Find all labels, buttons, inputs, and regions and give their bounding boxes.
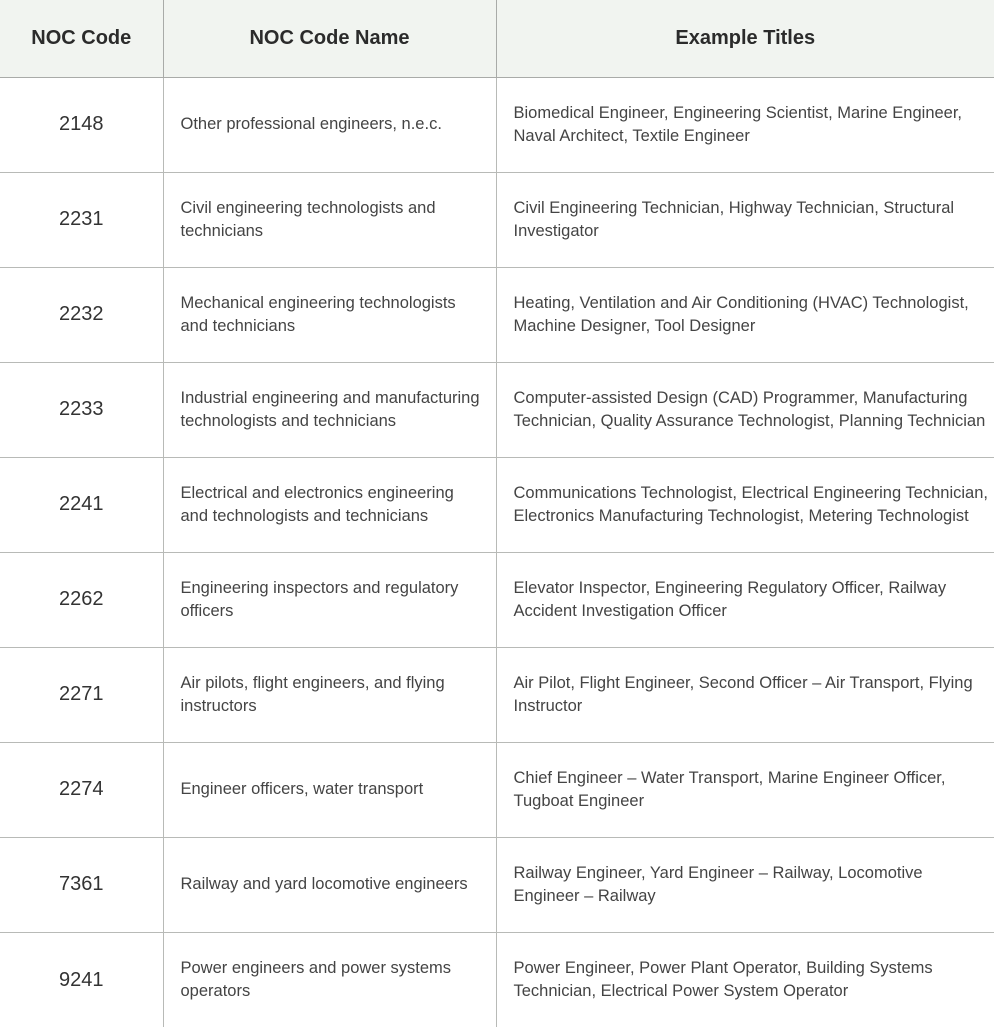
noc-name-cell: Power engineers and power systems operators — [163, 932, 496, 1027]
example-titles-cell: Elevator Inspector, Engineering Regulatory Officer, Railway Accident Investigation Officer — [496, 552, 994, 647]
column-header-example-titles: Example Titles — [496, 0, 994, 77]
table-header — [0, 0, 994, 77]
table-row — [0, 742, 994, 837]
noc-name-cell: Other professional engineers, n.e.c. — [163, 77, 496, 172]
noc-code-cell: 2271 — [0, 647, 163, 742]
example-titles-cell: Civil Engineering Technician, Highway Technician, Structural Investigator — [496, 172, 994, 267]
header-row — [0, 0, 994, 77]
table-body — [0, 77, 994, 1027]
noc-name-cell: Engineering inspectors and regulatory officers — [163, 552, 496, 647]
table-row — [0, 457, 994, 552]
noc-name-cell: Electrical and electronics engineering and technologists and technicians — [163, 457, 496, 552]
noc-code-cell: 9241 — [0, 932, 163, 1027]
column-header-noc-code-name: NOC Code Name — [163, 0, 496, 77]
table-row — [0, 172, 994, 267]
noc-name-cell: Industrial engineering and manufacturing technologists and technicians — [163, 362, 496, 457]
noc-name-cell: Civil engineering technologists and technicians — [163, 172, 496, 267]
noc-code-cell: 7361 — [0, 837, 163, 932]
noc-code-cell: 2231 — [0, 172, 163, 267]
noc-code-cell: 2148 — [0, 77, 163, 172]
table-row — [0, 552, 994, 647]
noc-code-cell: 2274 — [0, 742, 163, 837]
example-titles-cell: Air Pilot, Flight Engineer, Second Officer – Air Transport, Flying Instructor — [496, 647, 994, 742]
noc-name-cell: Railway and yard locomotive engineers — [163, 837, 496, 932]
table-row — [0, 647, 994, 742]
example-titles-cell: Power Engineer, Power Plant Operator, Building Systems Technician, Electrical Power System Operator — [513, 959, 933, 1000]
noc-name-cell: Engineer officers, water transport — [163, 742, 496, 837]
noc-code-cell: 2232 — [0, 267, 163, 362]
table-row — [0, 837, 994, 932]
table-row — [0, 267, 994, 362]
noc-name-cell: Air pilots, flight engineers, and flying instructors — [163, 647, 496, 742]
example-titles-cell: Computer-assisted Design (CAD) Programmer, Manufacturing Technician, Quality Assurance Technologist, Planning Technician — [496, 362, 994, 457]
table-row — [0, 77, 994, 172]
example-titles-cell: Biomedical Engineer, Engineering Scientist, Marine Engineer, Naval Architect, Textile Engineer — [496, 77, 994, 172]
table-row — [0, 932, 994, 1027]
noc-code-cell: 2233 — [0, 362, 163, 457]
noc-code-cell: 2241 — [0, 457, 163, 552]
example-titles-cell: Railway Engineer, Yard Engineer – Railway, Locomotive Engineer – Railway — [496, 837, 994, 932]
noc-code-cell: 2262 — [0, 552, 163, 647]
column-header-noc-code: NOC Code — [0, 0, 163, 77]
table-row — [0, 362, 994, 457]
example-titles-cell: Heating, Ventilation and Air Conditioning (HVAC) Technologist, Machine Designer, Tool Designer — [496, 267, 994, 362]
example-titles-cell: Communications Technologist, Electrical Engineering Technician, Electronics Manufacturing Technologist, Metering Technologist — [496, 457, 994, 552]
example-titles-cell: Chief Engineer – Water Transport, Marine Engineer Officer, Tugboat Engineer — [496, 742, 994, 837]
noc-name-cell: Mechanical engineering technologists and technicians — [163, 267, 496, 362]
